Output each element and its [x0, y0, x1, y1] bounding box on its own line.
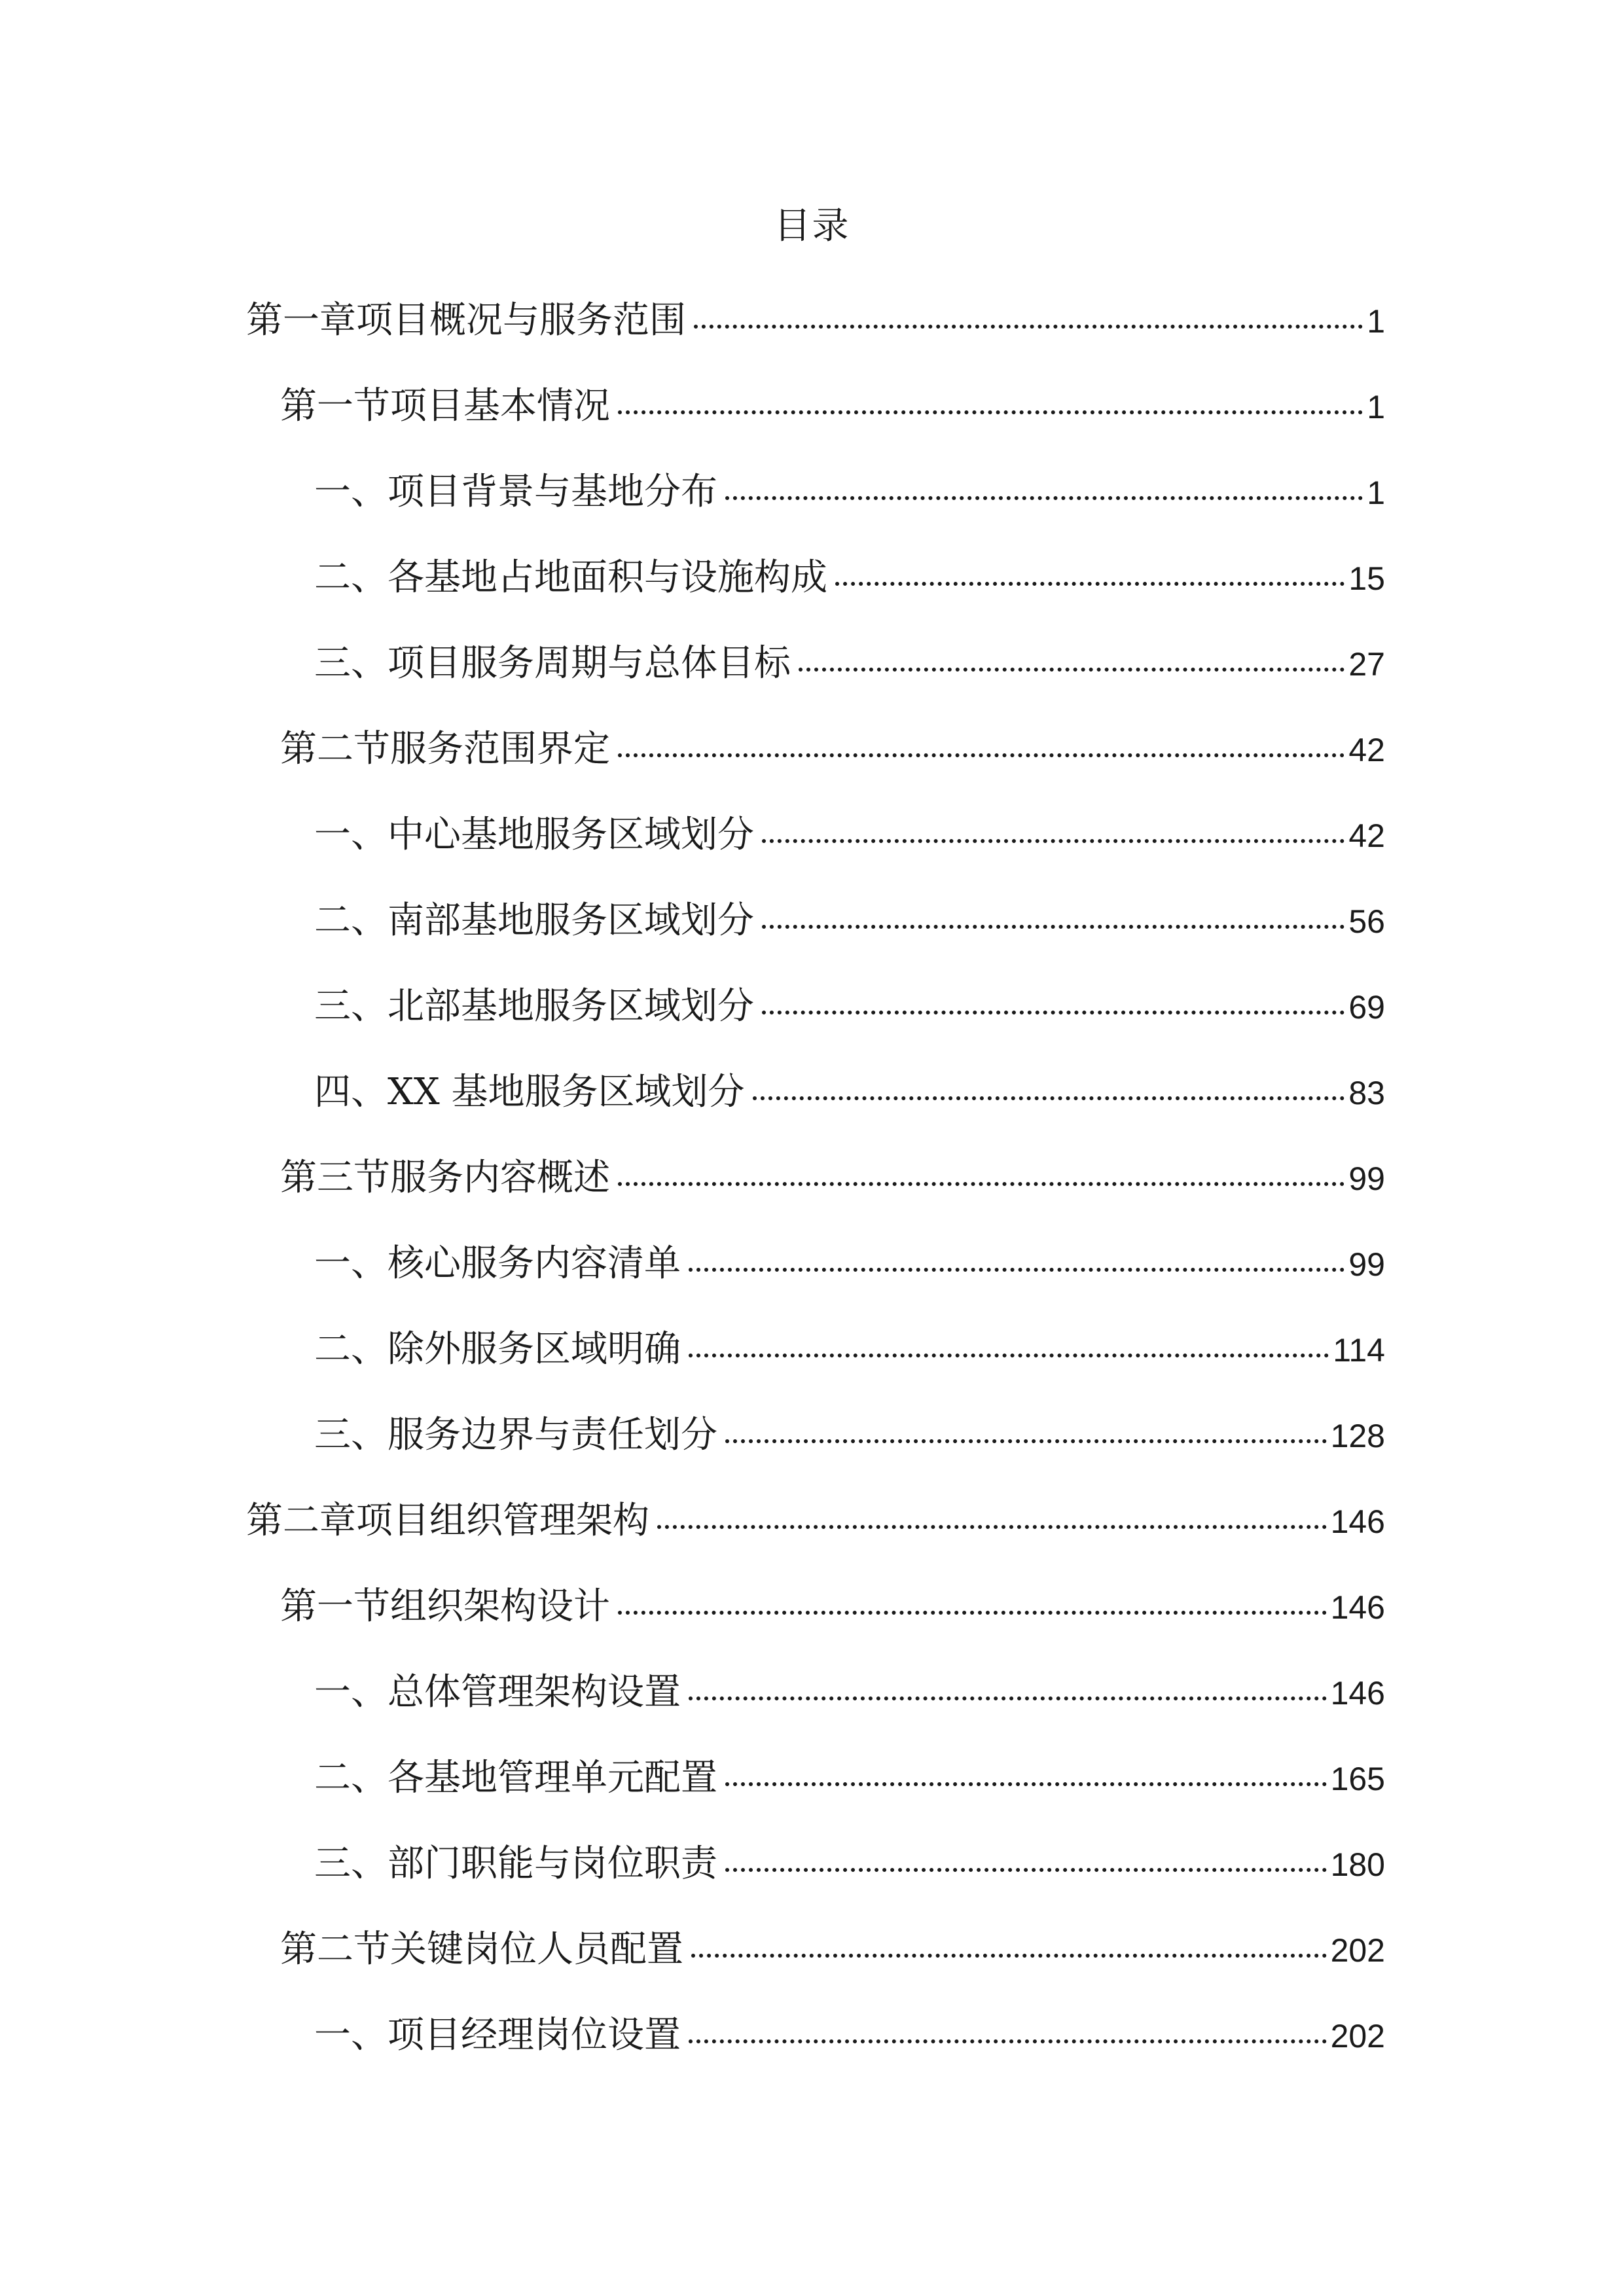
toc-title: 目录 [774, 205, 850, 247]
toc-entry-page-number: 202 [1330, 2018, 1385, 2054]
toc-dot-leader [657, 1525, 1327, 1529]
toc-entry-page-number: 1 [1367, 303, 1385, 340]
toc-dot-leader [753, 1096, 1345, 1100]
toc-entry-page-number: 1 [1367, 475, 1385, 511]
toc-entry[interactable] [246, 1242, 1385, 1331]
toc-dot-leader [691, 1954, 1327, 1958]
toc-entry-page-number: 99 [1348, 1160, 1385, 1197]
toc-dot-leader [762, 1011, 1344, 1014]
toc-entry-label: 第二节服务范围界定 [280, 728, 610, 770]
toc-entry[interactable] [246, 1842, 1385, 1931]
toc-entry[interactable] [246, 1414, 1385, 1503]
toc-entry-page-number: 99 [1348, 1246, 1385, 1283]
toc-entry-page-number: 202 [1330, 1932, 1385, 1969]
toc-entry[interactable] [246, 2014, 1385, 2103]
toc-entry[interactable] [246, 385, 1385, 474]
toc-dot-leader [618, 1182, 1344, 1186]
toc-dot-leader [618, 1611, 1327, 1615]
toc-entry-page-number: 42 [1348, 732, 1385, 768]
toc-entry-label: 二、各基地占地面积与设施构成 [314, 556, 827, 599]
toc-dot-leader [618, 753, 1344, 757]
toc-dot-leader [689, 1354, 1329, 1357]
toc-entry[interactable] [246, 1928, 1385, 2017]
toc-entry-page-number: 15 [1348, 560, 1385, 597]
toc-entry-label: 第二章项目组织管理架构 [246, 1499, 649, 1542]
toc-entry[interactable] [246, 1071, 1385, 1160]
toc-dot-leader [689, 2039, 1327, 2043]
toc-entry[interactable] [246, 985, 1385, 1074]
toc-entry-page-number: 165 [1330, 1761, 1385, 1797]
toc-entry[interactable] [246, 1328, 1385, 1417]
toc-entry-label: 一、中心基地服务区域划分 [314, 814, 754, 856]
toc-entry[interactable] [246, 1757, 1385, 1846]
toc-entry-page-number: 180 [1330, 1846, 1385, 1883]
toc-entry-label: 一、核心服务内容清单 [314, 1242, 681, 1285]
toc-dot-leader [725, 496, 1363, 500]
toc-entry-label: 三、部门职能与岗位职责 [314, 1842, 717, 1885]
toc-dot-leader [725, 1782, 1327, 1786]
toc-entry[interactable] [246, 1585, 1385, 1674]
toc-entry-page-number: 114 [1333, 1332, 1385, 1369]
toc-entry-page-number: 83 [1348, 1075, 1385, 1111]
toc-entry-label: 二、除外服务区域明确 [314, 1328, 681, 1371]
toc-entry[interactable] [246, 814, 1385, 903]
toc-entry-label: 一、项目背景与基地分布 [314, 471, 717, 513]
toc-entry[interactable] [246, 299, 1385, 388]
toc-entry-label: 三、北部基地服务区域划分 [314, 985, 754, 1028]
toc-entry-page-number: 42 [1348, 817, 1385, 854]
toc-entry-label: 第三节服务内容概述 [280, 1157, 610, 1199]
toc-dot-leader [835, 582, 1344, 586]
toc-entry[interactable] [246, 1499, 1385, 1588]
toc-entry-page-number: 56 [1348, 903, 1385, 940]
toc-entry-page-number: 146 [1330, 1675, 1385, 1712]
toc-entry[interactable] [246, 1671, 1385, 1760]
toc-dot-leader [799, 668, 1344, 672]
toc-entry-page-number: 69 [1348, 989, 1385, 1026]
toc-entry-label: 一、总体管理架构设置 [314, 1671, 681, 1713]
toc-dot-leader [689, 1696, 1327, 1700]
toc-entry-page-number: 1 [1367, 389, 1385, 425]
toc-dot-leader [618, 410, 1363, 414]
toc-entry-label: 四、XX 基地服务区域划分 [314, 1071, 745, 1113]
toc-entry-label: 二、南部基地服务区域划分 [314, 899, 754, 942]
toc-entry-page-number: 146 [1330, 1589, 1385, 1626]
toc-dot-leader [762, 925, 1344, 929]
toc-entry-label: 第一节项目基本情况 [280, 385, 610, 427]
toc-entry-label: 二、各基地管理单元配置 [314, 1757, 717, 1799]
toc-entry[interactable] [246, 1157, 1385, 1246]
toc-entry-label: 三、项目服务周期与总体目标 [314, 642, 791, 685]
toc-dot-leader [725, 1439, 1327, 1443]
toc-entry[interactable] [246, 728, 1385, 817]
toc-entry-label: 第一节组织架构设计 [280, 1585, 610, 1628]
toc-entry[interactable] [246, 642, 1385, 731]
toc-entry-label: 三、服务边界与责任划分 [314, 1414, 717, 1456]
toc-entry-label: 一、项目经理岗位设置 [314, 2014, 681, 2056]
toc-entry[interactable] [246, 471, 1385, 560]
toc-dot-leader [762, 839, 1344, 843]
toc-entry[interactable] [246, 556, 1385, 645]
toc-dot-leader [725, 1868, 1327, 1872]
toc-dot-leader [694, 325, 1363, 329]
toc-entry-label: 第二节关键岗位人员配置 [280, 1928, 683, 1971]
toc-entry[interactable] [246, 899, 1385, 988]
toc-list [246, 299, 1385, 2103]
toc-entry-page-number: 128 [1330, 1418, 1385, 1454]
toc-entry-label: 第一章项目概况与服务范围 [246, 299, 686, 342]
toc-dot-leader [689, 1268, 1344, 1272]
toc-entry-page-number: 27 [1348, 646, 1385, 683]
toc-entry-page-number: 146 [1330, 1503, 1385, 1540]
